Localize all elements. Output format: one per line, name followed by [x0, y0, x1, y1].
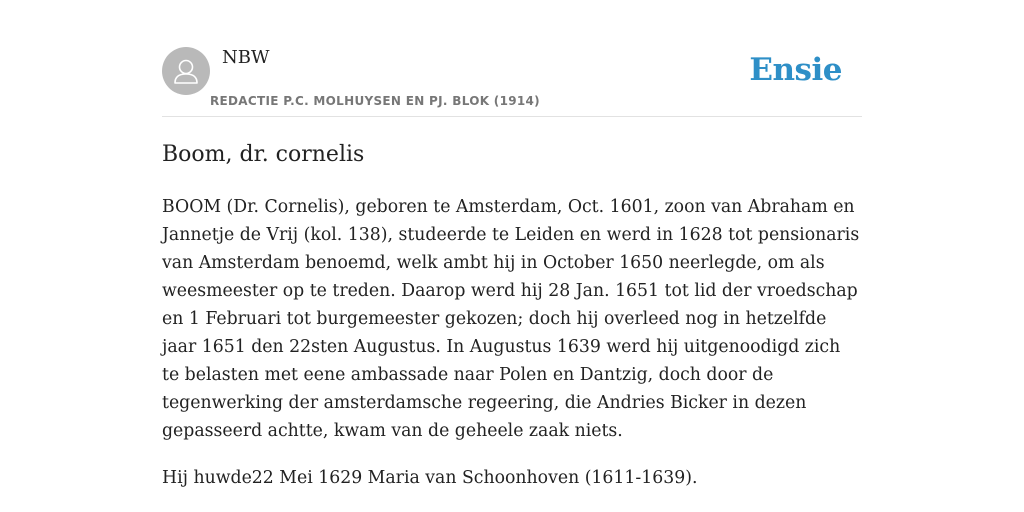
article-title: Boom, dr. cornelis	[162, 142, 365, 167]
user-icon	[162, 47, 210, 95]
author-name[interactable]: NBW	[222, 47, 270, 68]
author-avatar[interactable]	[162, 47, 210, 95]
article-paragraph: BOOM (Dr. Cornelis), geboren te Amsterdam, Oct. 1601, zoon van Abraham en Jannetje de Vrij (kol. 138), studeerde te Leiden en werd in 1628 tot pensionaris van Amsterdam benoemd, welk ambt hij in October 1650 neerlegde, om als weesmeester op te treden. Daarop werd hij 28 Jan. 1651 tot lid der vroedschap en 1 Februari tot burgemeester gekozen; doch hij overleed nog in hetzelfde jaar 1651 den 22sten Augustus. In Augustus 1639 werd hij uitgenoodigd zich te belasten met eene ambassade naar Polen en Dantzig, doch door de tegenwerking der amsterdamsche regeering, die Andries Bicker in dezen gepasseerd achtte, kwam van de geheele zaak niets.	[162, 197, 860, 441]
source-reference: REDACTIE P.C. MOLHUYSEN EN PJ. BLOK (1914)	[210, 94, 540, 108]
article-paragraph: Hij huwde22 Mei 1629 Maria van Schoonhoven (1611-1639).	[162, 468, 698, 488]
ensie-logo[interactable]: Ensie	[749, 52, 842, 88]
article-body	[162, 193, 862, 511]
article-header	[162, 0, 862, 117]
article-container	[162, 0, 862, 488]
